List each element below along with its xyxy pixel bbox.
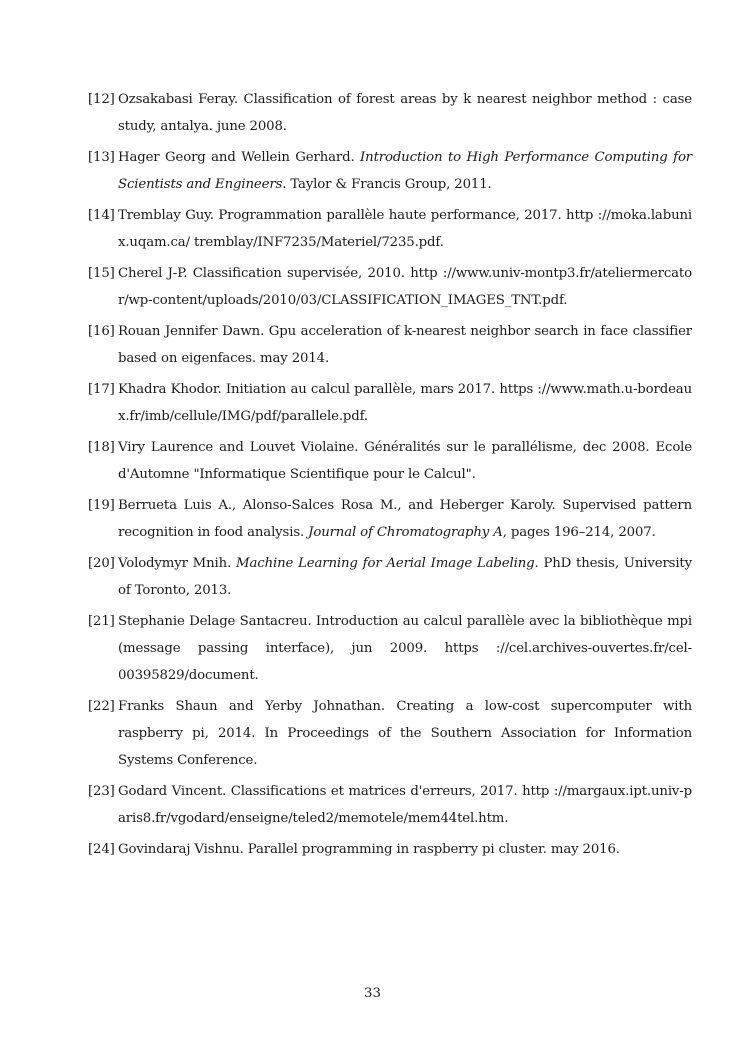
reference-item xyxy=(88,693,692,774)
reference-number: [12] xyxy=(88,92,115,107)
reference-title-italic: Machine Learning for Aerial Image Labeling xyxy=(236,556,535,571)
reference-item xyxy=(88,376,692,430)
reference-item xyxy=(88,550,692,604)
reference-item xyxy=(88,86,692,140)
reference-item xyxy=(88,202,692,256)
reference-text: Viry Laurence and Louvet Violaine. Généralités sur le parallélisme, dec 2008. Ecole d'Automne "Informatique Scientifique pour le Calcul". xyxy=(118,440,692,482)
reference-text: Rouan Jennifer Dawn. Gpu acceleration of k-nearest neighbor search in face classifier based on eigenfaces. may 2014. xyxy=(118,324,692,366)
reference-item xyxy=(88,260,692,314)
reference-number: [23] xyxy=(88,784,115,799)
reference-text: Berrueta Luis A., Alonso-Salces Rosa M., and Heberger Karoly. Supervised pattern recognition in food analysis. Journal of Chromatography A, pages 196–214, 2007. xyxy=(118,498,692,540)
reference-number: [19] xyxy=(88,498,115,513)
reference-text: Hager Georg and Wellein Gerhard. Introduction to High Performance Computing for Scientists and Engineers. Taylor & Francis Group, 2011. xyxy=(118,150,693,192)
reference-text: Volodymyr Mnih. Machine Learning for Aerial Image Labeling. PhD thesis, University of Toronto, 2013. xyxy=(118,556,692,598)
reference-item xyxy=(88,318,692,372)
reference-number: [14] xyxy=(88,208,115,223)
reference-number: [20] xyxy=(88,556,115,571)
reference-text: Godard Vincent. Classifications et matrices d'erreurs, 2017. http ://margaux.ipt.univ-paris8.fr/vgodard/enseigne/teled2/memotele/mem44tel.htm. xyxy=(118,784,692,826)
reference-number: [15] xyxy=(88,266,115,281)
reference-text: Ozsakabasi Feray. Classification of forest areas by k nearest neighbor method : case study, antalya. june 2008. xyxy=(118,92,692,134)
reference-number: [17] xyxy=(88,382,115,397)
reference-item xyxy=(88,434,692,488)
reference-text: Govindaraj Vishnu. Parallel programming in raspberry pi cluster. may 2016. xyxy=(118,842,620,857)
reference-item xyxy=(88,836,692,863)
reference-item xyxy=(88,492,692,546)
reference-number: [13] xyxy=(88,150,115,165)
reference-item xyxy=(88,608,692,689)
reference-text: Khadra Khodor. Initiation au calcul parallèle, mars 2017. https ://www.math.u-bordeaux.fr/imb/cellule/IMG/pdf/parallele.pdf. xyxy=(118,382,692,424)
reference-number: [21] xyxy=(88,614,115,629)
reference-number: [18] xyxy=(88,440,115,455)
reference-title-italic: Introduction to High Performance Computing for Scientists and Engineers xyxy=(118,150,693,192)
reference-number: [16] xyxy=(88,324,115,339)
reference-text: Franks Shaun and Yerby Johnathan. Creating a low-cost supercomputer with raspberry pi, 2014. In Proceedings of the Southern Association for Information Systems Conference. xyxy=(118,699,692,768)
page-number: 33 xyxy=(364,986,381,1001)
reference-number: [22] xyxy=(88,699,115,714)
reference-item xyxy=(88,144,692,198)
reference-number: [24] xyxy=(88,842,115,857)
reference-text: Stephanie Delage Santacreu. Introduction au calcul parallèle avec la bibliothèque mpi (message passing interface), jun 2009. https ://cel.archives-ouvertes.fr/cel-00395829/document. xyxy=(118,614,692,683)
reference-text: Tremblay Guy. Programmation parallèle haute performance, 2017. http ://moka.labunix.uqam.ca/ tremblay/INF7235/Materiel/7235.pdf. xyxy=(118,208,692,250)
reference-item xyxy=(88,778,692,832)
reference-text: Cherel J-P. Classification supervisée, 2010. http ://www.univ-montp3.fr/ateliermercator/wp-content/uploads/2010/03/CLASSIFICATION_IMAGES_TNT.pdf. xyxy=(118,266,692,308)
reference-list xyxy=(88,86,692,867)
reference-journal-italic: Journal of Chromatography A xyxy=(308,525,503,540)
